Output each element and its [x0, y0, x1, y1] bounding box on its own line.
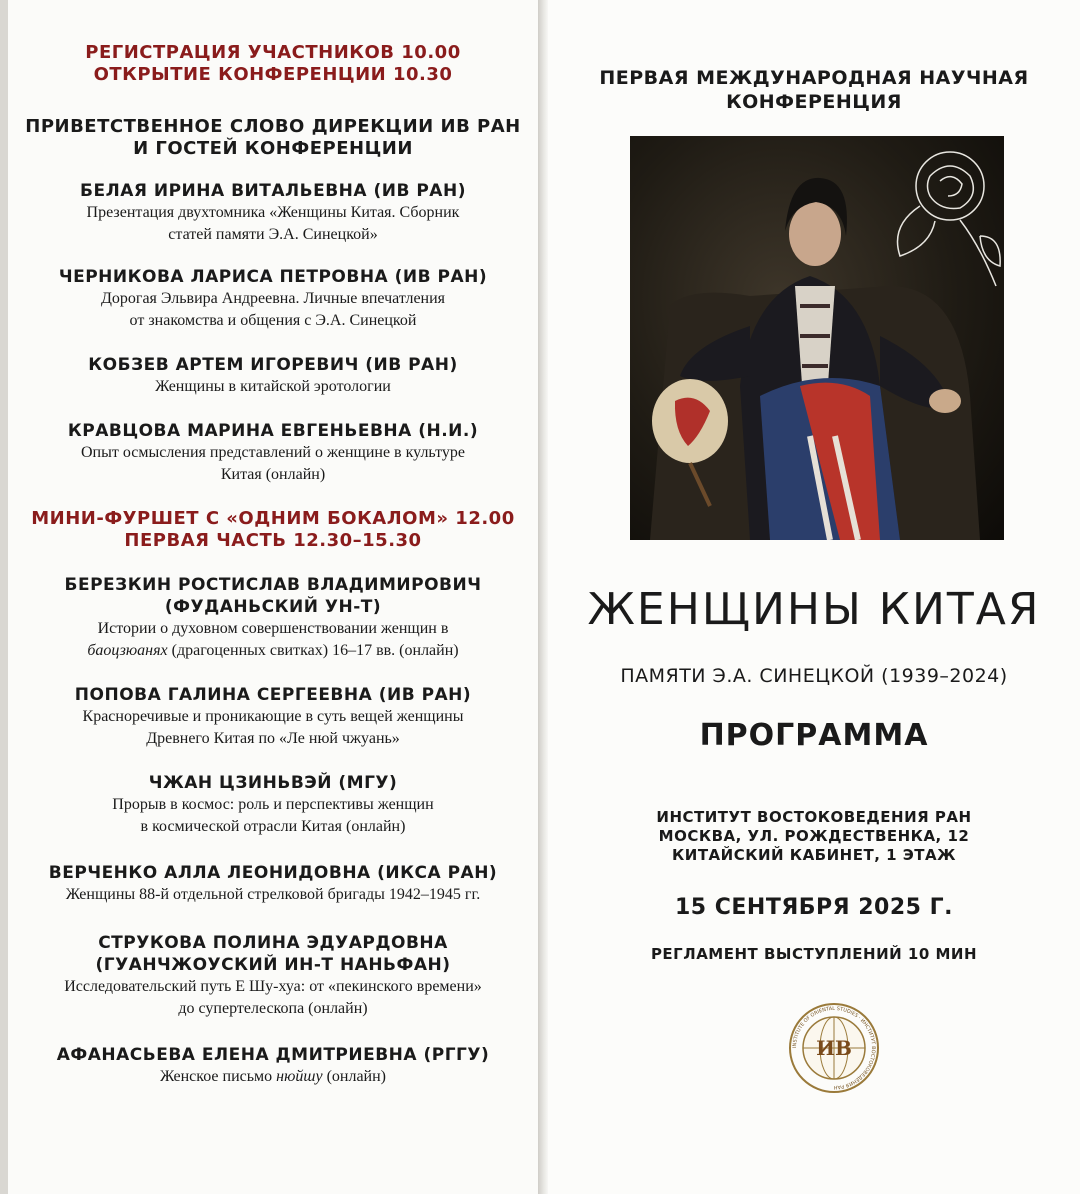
talk-title-post: (онлайн) [322, 1068, 387, 1085]
registration-line: РЕГИСТРАЦИЯ УЧАСТНИКОВ 10.00 [85, 42, 461, 63]
memorial-subtitle: ПАМЯТИ Э.А. СИНЕЦКОЙ (1939–2024) [620, 665, 1008, 687]
venue-block [548, 808, 1080, 865]
talk-title: Прорыв в космос: роль и перспективы женщин [112, 796, 434, 813]
talk-item [8, 180, 538, 246]
talk-item [8, 862, 538, 906]
cover-panel [548, 0, 1080, 1194]
cover-painting [630, 136, 1004, 540]
talk-title-italic: баоцзюанях [87, 642, 168, 659]
reglament-note: РЕГЛАМЕНТ ВЫСТУПЛЕНИЙ 10 МИН [650, 945, 978, 963]
svg-text:INSTITUTE OF ORIENTAL STUDIES: INSTITUTE OF ORIENTAL STUDIES · ИНСТИТУТ ВОСТОКОВЕДЕНИЯ РАН [791, 1005, 877, 1091]
talk-title: Опыт осмысления представлений о женщине в культуре [80, 444, 465, 461]
talk-title-cont: до супертелескопа (онлайн) [178, 1000, 368, 1017]
talk-item [8, 932, 538, 1020]
break-schedule [8, 508, 538, 552]
speaker-name: БЕРЕЗКИН РОСТИСЛАВ ВЛАДИМИРОВИЧ [64, 575, 482, 595]
speaker-affiliation: (ГУАНЧЖОУСКИЙ ИН-Т НАНЬФАН) [95, 955, 451, 975]
talk-title-cont [8, 640, 538, 662]
talk-item [8, 684, 538, 750]
speaker-name: ПОПОВА ГАЛИНА СЕРГЕЕВНА (ИВ РАН) [74, 685, 472, 705]
speaker-name: БЕЛАЯ ИРИНА ВИТАЛЬЕВНА (ИВ РАН) [80, 181, 466, 201]
program-panel [8, 0, 538, 1194]
opening-line: ОТКРЫТИЕ КОНФЕРЕНЦИИ 10.30 [93, 64, 453, 85]
program-heading: ПРОГРАММА [699, 718, 929, 753]
talk-title: Женщины 88-й отдельной стрелковой бригады 1942–1945 гг. [65, 886, 481, 903]
venue-line-1: ИНСТИТУТ ВОСТОКОВЕДЕНИЯ РАН [656, 808, 972, 826]
talk-item [8, 1044, 538, 1088]
welcome-speech [8, 116, 538, 160]
svg-text:ИВ: ИВ [816, 1036, 852, 1060]
speaker-name: СТРУКОВА ПОЛИНА ЭДУАРДОВНА [98, 933, 448, 953]
registration-schedule [8, 42, 538, 86]
speaker-name: КОБЗЕВ АРТЕМ ИГОРЕВИЧ (ИВ РАН) [88, 355, 458, 375]
talk-title: Женщины в китайской эротологии [155, 378, 391, 395]
speaker-name: КРАВЦОВА МАРИНА ЕВГЕНЬЕВНА (Н.И.) [67, 421, 479, 441]
institute-logo [786, 1000, 882, 1096]
main-title: ЖЕНЩИНЫ КИТАЯ [587, 584, 1041, 635]
globe-icon [786, 1000, 882, 1096]
talk-title-cont: Древнего Китая по «Ле нюй чжуань» [146, 730, 400, 747]
welcome-line-2: И ГОСТЕЙ КОНФЕРЕНЦИИ [133, 138, 413, 159]
talk-title: Исследовательский путь Е Шу-хуа: от «пекинского времени» [64, 978, 482, 995]
talk-title: Истории о духовном совершенствовании женщин в [97, 620, 449, 637]
speaker-name: ЧЖАН ЦЗИНЬВЭЙ (МГУ) [148, 773, 398, 793]
buffet-line: МИНИ-ФУРШЕТ С «ОДНИМ БОКАЛОМ» 12.00 [31, 508, 515, 529]
talk-title-rest: (драгоценных свитках) 16–17 вв. (онлайн) [167, 642, 459, 659]
talk-title-cont: Китая (онлайн) [220, 466, 326, 483]
talk-title: Презентация двухтомника «Женщины Китая. Сборник [86, 204, 460, 221]
talk-title-pre: Женское письмо [159, 1068, 277, 1085]
conference-line-2: КОНФЕРЕНЦИЯ [726, 91, 902, 113]
talk-title: Красноречивые и проникающие в суть вещей женщины [82, 708, 464, 725]
speaker-affiliation: (ФУДАНЬСКИЙ УН-Т) [164, 597, 382, 617]
talk-title [8, 1066, 538, 1088]
speaker-name: ВЕРЧЕНКО АЛЛА ЛЕОНИДОВНА (ИКСА РАН) [48, 863, 498, 883]
venue-line-3: КИТАЙСКИЙ КАБИНЕТ, 1 ЭТАЖ [672, 846, 956, 864]
talk-item [8, 266, 538, 332]
talk-item [8, 354, 538, 398]
first-part-line: ПЕРВАЯ ЧАСТЬ 12.30–15.30 [124, 530, 422, 551]
talk-title-cont: от знакомства и общения с Э.А. Синецкой [129, 312, 417, 329]
welcome-line-1: ПРИВЕТСТВЕННОЕ СЛОВО ДИРЕКЦИИ ИВ РАН [25, 116, 521, 137]
conference-line-1: ПЕРВАЯ МЕЖДУНАРОДНАЯ НАУЧНАЯ [599, 67, 1029, 89]
talk-title-cont: статей памяти Э.А. Синецкой» [168, 226, 378, 243]
talk-title-cont: в космической отрасли Китая (онлайн) [140, 818, 406, 835]
speaker-name: ЧЕРНИКОВА ЛАРИСА ПЕТРОВНА (ИВ РАН) [58, 267, 488, 287]
fold-divider [538, 0, 548, 1194]
venue-line-2: МОСКВА, УЛ. РОЖДЕСТВЕНКА, 12 [658, 827, 970, 845]
talk-item [8, 420, 538, 486]
speaker-name: АФАНАСЬЕВА ЕЛЕНА ДМИТРИЕВНА (РГГУ) [56, 1045, 490, 1065]
talk-title-italic: нюйшу [276, 1068, 323, 1085]
talk-item [8, 772, 538, 838]
conference-heading [548, 66, 1080, 114]
conference-date: 15 СЕНТЯБРЯ 2025 Г. [674, 895, 954, 920]
talk-item [8, 574, 538, 662]
painting-illustration [630, 136, 1004, 540]
talk-title: Дорогая Эльвира Андреевна. Личные впечатления [100, 290, 446, 307]
